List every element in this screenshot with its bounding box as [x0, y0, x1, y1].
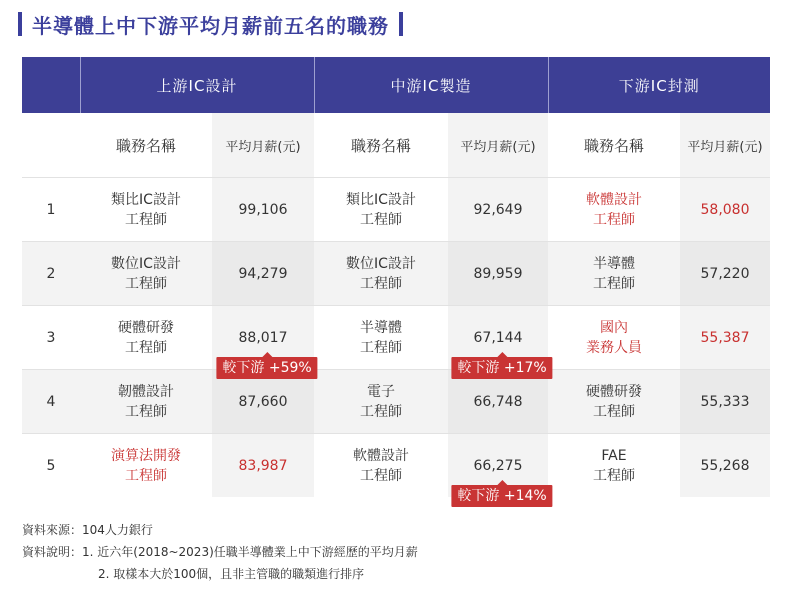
job-name-cell — [548, 178, 680, 242]
salary-cell: 55,268 — [680, 434, 770, 498]
job-name-line: 工程師 — [125, 339, 167, 356]
job-name-line: 類比IC設計 — [111, 191, 181, 208]
job-name-header: 職務名稱 — [350, 136, 411, 155]
title-left-bar — [18, 12, 22, 36]
notes-block — [22, 519, 418, 585]
job-name-cell — [548, 306, 680, 370]
title-right-bar — [399, 12, 403, 36]
job-name-line: 工程師 — [360, 403, 402, 420]
job-name-line: 類比IC設計 — [346, 191, 416, 208]
job-name-line: 工程師 — [593, 275, 635, 292]
job-name-line: 軟體設計 — [586, 191, 642, 208]
salary-header: 平均月薪(元) — [212, 113, 314, 178]
job-name-cell — [548, 242, 680, 306]
salary-cell: 57,220 — [680, 242, 770, 306]
job-name-cell — [314, 178, 448, 242]
job-name-line: 半導體 — [593, 255, 635, 272]
description-note-2: 2. 取樣本大於100個，且非主管職的職類進行排序 — [98, 567, 365, 581]
rank-cell: 2 — [22, 242, 80, 306]
job-name-header: 職務名稱 — [583, 136, 644, 155]
job-name-cell — [314, 242, 448, 306]
job-name-line: 工程師 — [125, 275, 167, 292]
job-name-line: 國內 — [600, 319, 628, 336]
rank-cell: 3 — [22, 306, 80, 370]
job-name-cell — [314, 306, 448, 370]
rank-cell: 1 — [22, 178, 80, 242]
job-name-line: 硬體研發 — [118, 319, 174, 336]
sub-header-row — [22, 113, 770, 178]
salary-value: 66,275 — [473, 457, 523, 474]
job-name-line: 工程師 — [593, 211, 635, 228]
job-name-line: 半導體 — [360, 319, 402, 336]
salary-cell: 87,660 — [212, 370, 314, 434]
job-name-line: 數位IC設計 — [111, 255, 181, 272]
job-name-cell — [80, 178, 212, 242]
table-row — [22, 370, 770, 434]
job-name-line: 電子 — [367, 383, 395, 400]
job-name-line: 工程師 — [360, 275, 402, 292]
rank-cell: 5 — [22, 434, 80, 498]
job-name-line: 工程師 — [360, 467, 402, 484]
salary-cell: 99,106 — [212, 178, 314, 242]
salary-cell: 55,387 — [680, 306, 770, 370]
job-name-line: 工程師 — [125, 211, 167, 228]
job-name-line: 硬體研發 — [586, 383, 642, 400]
job-name-cell — [80, 434, 212, 498]
rank-header — [22, 57, 80, 113]
job-name-line: 工程師 — [125, 467, 167, 484]
salary-cell: 83,987 — [212, 434, 314, 498]
salary-header: 平均月薪(元) — [680, 113, 770, 178]
job-name-line: 演算法開發 — [111, 447, 181, 464]
salary-cell — [448, 434, 548, 504]
job-name-line: 軟體設計 — [353, 447, 409, 464]
salary-cell: 94,279 — [212, 242, 314, 306]
table-row — [22, 178, 770, 242]
midstream-premium-badge: 較下游 +14% — [451, 485, 552, 507]
rank-cell: 4 — [22, 370, 80, 434]
group-midstream: 中游IC製造 — [314, 57, 548, 113]
upstream-premium-badge: 較下游 +59% — [216, 357, 317, 379]
job-name-cell — [314, 370, 448, 434]
midstream-premium-badge: 較下游 +17% — [451, 357, 552, 379]
job-name-header: 職務名稱 — [115, 136, 176, 155]
group-downstream: 下游IC封測 — [548, 57, 770, 113]
job-name-line: 工程師 — [593, 467, 635, 484]
salary-header: 平均月薪(元) — [448, 113, 548, 178]
table-row — [22, 434, 770, 498]
job-name-cell — [80, 242, 212, 306]
salary-value: 67,144 — [473, 329, 523, 346]
job-name-line: 韌體設計 — [118, 383, 174, 400]
job-name-cell — [80, 370, 212, 434]
salary-value: 88,017 — [238, 329, 288, 346]
salary-cell: 66,748 — [448, 370, 548, 434]
title-block — [18, 10, 403, 38]
salary-cell: 92,649 — [448, 178, 548, 242]
job-name-cell — [80, 306, 212, 370]
salary-cell: 58,080 — [680, 178, 770, 242]
job-name-line: FAE — [601, 447, 627, 464]
job-name-line: 工程師 — [360, 339, 402, 356]
job-name-cell — [548, 434, 680, 498]
group-header-row — [22, 57, 770, 113]
job-name-line: 工程師 — [593, 403, 635, 420]
table-row — [22, 306, 770, 370]
salary-cell — [448, 306, 548, 376]
group-upstream: 上游IC設計 — [80, 57, 314, 113]
job-name-line: 工程師 — [360, 211, 402, 228]
job-name-cell — [314, 434, 448, 498]
salary-cell — [212, 306, 314, 376]
salary-cell: 89,959 — [448, 242, 548, 306]
description-note-1: 資料說明：1. 近六年(2018~2023)任職半導體業上中下游經歷的平均月薪 — [22, 545, 418, 559]
source-note: 資料來源：104人力銀行 — [22, 523, 153, 537]
job-name-cell — [548, 370, 680, 434]
table-row — [22, 242, 770, 306]
salary-table — [22, 57, 770, 504]
rank-subheader — [22, 113, 80, 178]
job-name-line: 業務人員 — [586, 339, 642, 356]
page-title: 半導體上中下游平均月薪前五名的職務 — [32, 13, 389, 38]
job-name-line: 工程師 — [125, 403, 167, 420]
salary-cell: 55,333 — [680, 370, 770, 434]
job-name-line: 數位IC設計 — [346, 255, 416, 272]
